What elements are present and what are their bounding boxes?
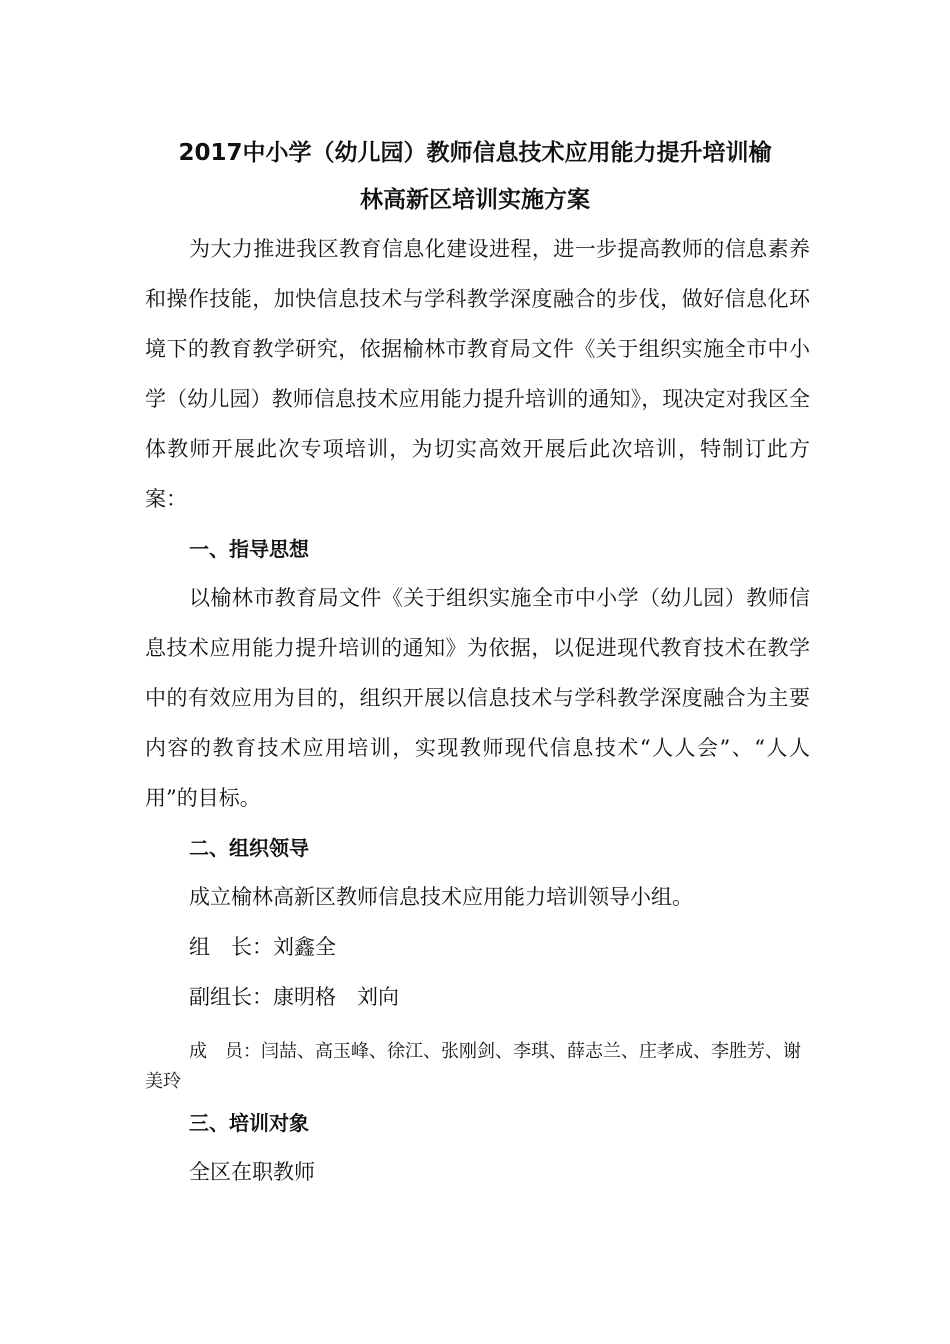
section-heading-training-target: 三、培训对象 [189,1111,309,1135]
group-leader-line: 组 长：刘鑫全 [189,935,336,959]
guiding-ideology-paragraph: 以榆林市教育局文件《关于组织实施全市中小学（幼儿园）教师信息技术应用能力提升培训的通知》为依据，以促进现代教育技术在教学中的有效应用为目的，组织开展以信息技术与学科教学深度融合为主要内容的教育技术应用培训，实现教师现代信息技术“人人会”、“人人用”的目标。 [145,586,810,810]
intro-paragraph: 为大力推进我区教育信息化建设进程，进一步提高教师的信息素养和操作技能，加快信息技术与学科教学深度融合的步伐，做好信息化环境下的教育教学研究，依据榆林市教育局文件《关于组织实施全市中小学（幼儿园）教师信息技术应用能力提升培训的通知》，现决定对我区全体教师开展此次专项培训，为切实高效开展后此次培训，特制订此方案： [145,237,810,511]
document-title-line1: 2017中小学（幼儿园）教师信息技术应用能力提升培训榆 [178,140,772,166]
document-title-line2: 林高新区培训实施方案 [360,187,590,213]
training-target-text: 全区在职教师 [189,1160,315,1184]
section-heading-guiding-ideology: 一、指导思想 [189,537,309,561]
section-heading-organization: 二、组织领导 [189,836,309,860]
members-line: 成 员：闫喆、高玉峰、徐江、张刚剑、李琪、薛志兰、庄孝成、李胜芳、谢美玲 [145,1041,801,1092]
leadership-group-text: 成立榆林高新区教师信息技术应用能力培训领导小组。 [189,885,693,909]
vice-leader-line: 副组长：康明格 刘向 [189,985,399,1009]
